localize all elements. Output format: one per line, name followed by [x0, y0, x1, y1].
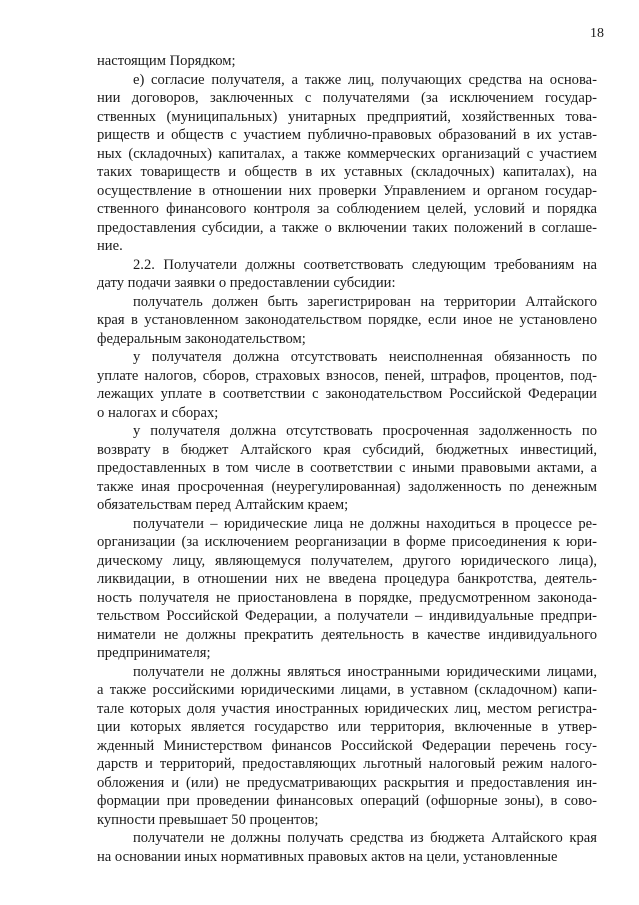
- text-line: ции которых является государство или территория, включенные в утвер-: [97, 719, 597, 735]
- text-line: тельством Российской Федерации, а получатели – индивидуальные предпри-: [97, 608, 597, 624]
- text-line: предоставления субсидии, а также о включении таких положений в соглаше-: [97, 219, 597, 236]
- text-line: уплате налогов, сборов, страховых взносов, пеней, штрафов, процентов, под-: [97, 367, 597, 384]
- text-line: на основании иных нормативных правовых актов на цели, установленные: [97, 848, 558, 865]
- text-line: ликвидации, в отношении них не введена процедура банкротства, деятель-: [97, 571, 597, 587]
- text-line: ность получателя не приостановлена в порядке, предусмотренном законода-: [97, 589, 597, 606]
- text-line: организации (за исключением реорганизации в форме присоединения к юри-: [97, 534, 597, 550]
- text-line: жденный Министерством финансов Российской Федерации перечень госу-: [97, 737, 597, 754]
- paragraph: [97, 663, 597, 830]
- text-line: риществ и обществ с участием публично-правовых образований в их устав-: [97, 127, 597, 143]
- text-line: у получателя должна отсутствовать просроченная задолженность по: [133, 423, 597, 439]
- text-line: ние.: [97, 238, 123, 254]
- text-line: дату подачи заявки о предоставлении субсидии:: [97, 275, 396, 291]
- text-line: предоставленных в том числе в соответствии с иными правовыми актами, а: [97, 460, 597, 476]
- text-line: лежащих уплате в соответствии с законодательством Российской Федерации: [97, 386, 597, 402]
- paragraph: [97, 256, 597, 293]
- paragraph: [97, 515, 597, 663]
- text-line: настоящим Порядком;: [97, 53, 236, 69]
- text-line: осуществление в отношении них проверки Управлением и органом государ-: [97, 182, 597, 199]
- text-line: обложения и (или) не предусматривающих раскрытия и предоставления ин-: [97, 774, 597, 791]
- text-line: ниматели не должны прекратить деятельность в качестве индивидуального: [97, 626, 597, 643]
- text-line: получатели не должны получать средства из бюджета Алтайского края: [133, 830, 597, 846]
- text-line: таких товариществ и обществ в их уставных (складочных) капиталах), на: [97, 164, 597, 180]
- text-line: края в установленном законодательством порядке, если иное не установлено: [97, 312, 597, 328]
- paragraph: [97, 71, 597, 256]
- text-line: ственных (муниципальных) унитарных предприятий, хозяйственных това-: [97, 108, 597, 125]
- text-line: обязательствам перед Алтайским краем;: [97, 497, 349, 513]
- text-line: предпринимателя;: [97, 645, 211, 661]
- paragraph: [97, 293, 597, 349]
- text-line: дическому лицу, являющемуся получателем, другого юридического лица),: [97, 552, 597, 569]
- text-line: получатель должен быть зарегистрирован на территории Алтайского: [133, 293, 597, 310]
- document-body: [97, 52, 597, 866]
- text-line: нии договоров, заключенных с получателями (за исключением государ-: [97, 90, 597, 106]
- text-line: у получателя должна отсутствовать неисполненная обязанность по: [133, 349, 597, 365]
- text-line: о налогах и сборах;: [97, 404, 219, 421]
- text-line: е) согласие получателя, а также лиц, получающих средства на основа-: [133, 71, 597, 88]
- text-line: ственного финансового контроля за соблюдением целей, условий и порядка: [97, 201, 597, 217]
- text-line: получатели – юридические лица не должны находиться в процессе ре-: [133, 515, 597, 532]
- page-number: 18: [590, 26, 604, 41]
- text-line: ных (складочных) капиталах, а также коммерческих организаций с участием: [97, 145, 597, 162]
- paragraph: [97, 52, 597, 71]
- text-line: 2.2. Получатели должны соответствовать следующим требованиям на: [133, 256, 597, 273]
- paragraph: [97, 348, 597, 422]
- text-line: купности превышает 50 процентов;: [97, 811, 319, 828]
- text-line: дарств и территорий, предоставляющих льготный налоговый режим налого-: [97, 756, 597, 772]
- text-line: возврату в бюджет Алтайского края субсидий, бюджетных инвестиций,: [97, 441, 597, 458]
- text-line: федеральным законодательством;: [97, 330, 306, 347]
- text-line: формации при проведении финансовых операций (офшорные зоны), в сово-: [97, 793, 597, 809]
- paragraph: [97, 829, 597, 866]
- text-line: получатели не должны являться иностранными юридическими лицами,: [133, 663, 597, 680]
- paragraph: [97, 422, 597, 515]
- text-line: также иная просроченная (неурегулированная) задолженность по денежным: [97, 478, 597, 495]
- text-line: тале которых доля участия иностранных юридических лиц, местом регистра-: [97, 700, 597, 717]
- text-line: а также российскими юридическими лицами, в уставном (складочном) капи-: [97, 682, 597, 698]
